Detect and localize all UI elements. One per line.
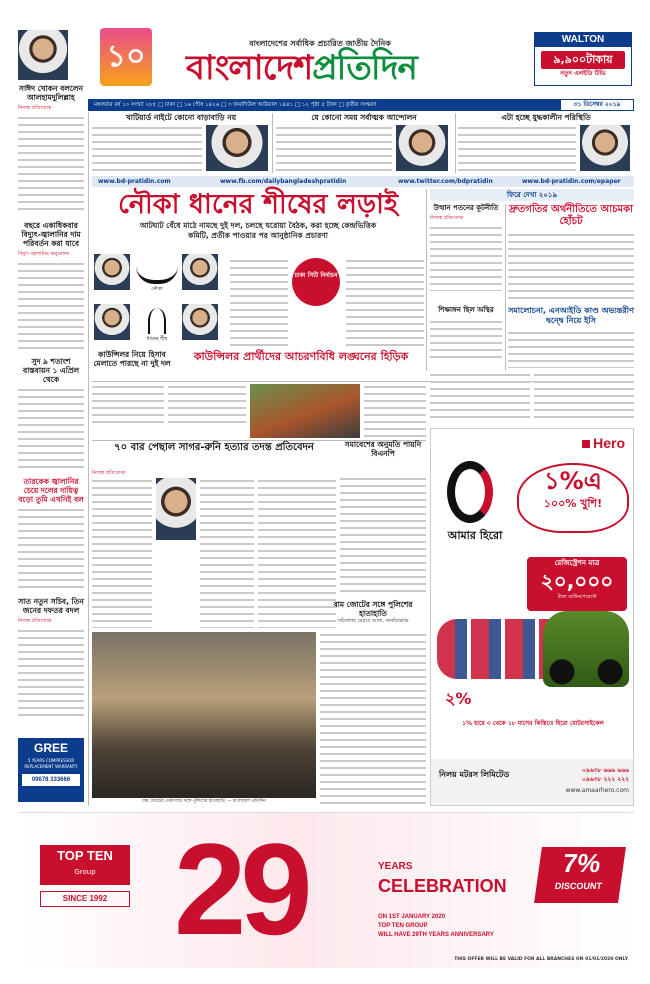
- left-story3-title[interactable]: সুদ ৯ শতাংশ বাস্তবায়ন ১ এপ্রিল থেকে: [22, 357, 80, 384]
- mid-story-3[interactable]: ৭০ বার পেছাল সাগর-রুনি হত্যার তদন্ত প্রতিবেদন: [114, 442, 314, 453]
- mid-story-3-body-2: [200, 478, 254, 628]
- gree-ad[interactable]: [18, 738, 84, 802]
- hero-pct: ২%: [445, 689, 472, 708]
- election-badge: ঢাকা সিটি নির্বাচন: [292, 258, 344, 312]
- top-story-3[interactable]: এটা হচ্ছে যুদ্ধকালীন পরিস্থিতি: [458, 113, 634, 175]
- lead-subtitle-1: আটঘাট বেঁধে মাঠে নামছে দুই দল, চলছে ঘরোয়া বৈঠক, করা হচ্ছে কেন্দ্রভিত্তিক: [139, 221, 377, 230]
- hero-reg-box: রেজিস্ট্রেশন মাত্র ২০,০০০ টাকা ডাউনপেমেন্টে: [527, 557, 627, 611]
- hero-brand: Hero: [582, 435, 625, 451]
- top-story-1[interactable]: খাটিয়ার্ড নাইটে কোনো বাড়াবাড়ি নয়: [92, 113, 270, 175]
- candidate-photo-1: [94, 254, 130, 290]
- lead-body-1: [230, 258, 288, 348]
- url-facebook[interactable]: www.fb.com/dailybangladeshpratidin: [220, 178, 347, 185]
- protest-photo-caption: বাম জোটের একাংশের সঙ্গে পুলিশের হাতাহাতি — বাংলাদেশ প্রতিদিন: [142, 799, 266, 804]
- lead-story[interactable]: [92, 189, 424, 249]
- lead-subtitle-2: কমিটি, প্রতীক পাওয়ার পর আনুষ্ঠানিক প্রচারণা: [188, 231, 328, 240]
- topten-ad[interactable]: [18, 812, 634, 968]
- hero-ad[interactable]: [430, 428, 634, 806]
- url-epaper[interactable]: www.bd-pratidin.com/epaper: [522, 178, 621, 185]
- topten-since: SINCE 1992: [40, 891, 130, 907]
- topten-note3: WILL HAVE 29TH YEARS ANNIVERSARY: [378, 932, 494, 938]
- hero-headline: আমার হিরো: [447, 529, 503, 542]
- mid-story-3-byline: নিজস্ব প্রতিবেদক: [92, 470, 126, 476]
- gree-sub: 5 YEARS COMPRESSOR REPLACEMENT WARRANTY: [24, 758, 78, 769]
- topten-years: YEARS: [378, 861, 413, 872]
- columnist-photo: [18, 30, 68, 80]
- topten-note1: ON 1ST JANUARY 2020: [378, 914, 446, 920]
- mid-story-2[interactable]: কাউন্সিলর প্রার্থীদের আচরণবিধি লঙ্ঘনের হিড়িক: [193, 350, 409, 363]
- mid-story-2-body: [168, 384, 246, 424]
- left-divider: [88, 112, 89, 806]
- mid-story-4[interactable]: সমাবেশের অনুমতি পায়নি বিএনপি: [344, 440, 422, 458]
- left-story1-byline: নিজস্ব প্রতিবেদক: [18, 105, 52, 111]
- topten-logo: TOP TEN Group: [40, 845, 130, 885]
- mid-story-5-body: [320, 632, 426, 806]
- special-story-4[interactable]: সমালোচনা, এনআইডি কাণ্ড অভ্যন্তরীণ দ্বন্দ্বে নিয়ে ইসি: [508, 306, 634, 370]
- masthead: [0, 0, 650, 100]
- topten-note2: TOP TEN GROUP: [378, 923, 428, 929]
- walton-price: ৯,৯০০টাকায়: [541, 51, 625, 69]
- hero-footer-note: ১% হারে ৩ থেকে ১৮ মাসের কিস্তিতে হিরো মোটরসাইকেল: [462, 720, 604, 727]
- tagline: বাংলাদেশের সর্বাধিক প্রচারিত জাতীয় দৈনিক: [249, 39, 391, 48]
- sagar-photo: [156, 478, 196, 540]
- mid-story-5[interactable]: বাম জোটের সঙ্গে পুলিশের হাতাহাতি সচিবালয় ঘেরাও আজ, জনবিক্ষোভ: [333, 600, 413, 624]
- left-story1-body: [18, 115, 84, 215]
- right-mid-block: [430, 372, 634, 422]
- hero-footer: নিলয় মটরস লিমিটেড ০৯৬৩৮ ৬৬৬ ৬৬৬ ০৯৬৩৮ ২২২ ২২২ www.amaarhero.com: [431, 759, 634, 806]
- hero-offer: ১%এ ১০০% খুশি!: [517, 463, 629, 533]
- mid-story-2-body-2: [364, 384, 426, 438]
- paddy-symbol: [148, 308, 166, 334]
- left-story4-title[interactable]: তারকেক জ্বালানির চেয়ে দলের দায়িত্ব বড়ো তুমি এখনিই বল: [18, 477, 84, 504]
- date-strip: মঙ্গলবার বর্ষ ১০ সংখ্যা ২৮৫ □ ঢাকা □ ১৬ পৌষ ১৪২৬ □ ৩ জমাদিউল আউয়াল ১৪৪১ □ ১২ পৃষ্ঠা ৫ টাকা □ তৃতীয় সংস্করণ: [88, 99, 634, 111]
- topten-discount: 7% DISCOUNT: [534, 847, 626, 903]
- topten-29: 29: [174, 816, 307, 962]
- special-story-2[interactable]: শিক্ষাঙ্গন ছিল অস্থির: [430, 306, 502, 370]
- top-story-3-photo: [580, 125, 630, 171]
- topten-celebration: CELEBRATION: [378, 876, 507, 896]
- left-story4-body: [18, 507, 84, 591]
- left-story2-body: [18, 261, 84, 351]
- walton-sub: নতুন এলইডি টিভি: [560, 70, 606, 77]
- topten-fineprint: THIS OFFER WILL BE VALID FOR ALL BRANCHES ON 01/01/2020 ONLY: [454, 957, 628, 962]
- top-story-2-photo: [396, 125, 448, 171]
- gree-phone: 09678 333666: [22, 774, 80, 786]
- url-website[interactable]: www.bd-pratidin.com: [98, 178, 171, 185]
- newspaper-title[interactable]: বাংলাদেশপ্রতিদিন: [186, 48, 417, 88]
- left-story2-sub: বিদ্যুৎ-জ্বালানির অনুমোদন: [18, 251, 70, 257]
- top-story-1-photo: [206, 125, 268, 171]
- lead-title: নৌকা ধানের শীষের লড়াই: [117, 189, 399, 220]
- gree-brand: GREE: [33, 741, 68, 755]
- mid-story-4-body: [340, 476, 426, 594]
- left-column: [18, 84, 84, 804]
- hero-logo-icon: [582, 440, 590, 448]
- left-story1-title[interactable]: সাঈদ খোকন বললেন আলহামদুলিল্লাহ: [19, 84, 83, 102]
- left-story5-body: [18, 628, 84, 720]
- boat-symbol: [136, 266, 178, 284]
- anniversary-badge: ১০: [100, 28, 152, 86]
- special-story-3[interactable]: দ্রুতগতির অর্থনীতিতে আচমকা হোঁচট: [508, 204, 634, 304]
- mid-story-2-photo: [250, 384, 360, 438]
- candidate-photo-3: [94, 304, 130, 340]
- walton-brand: WALTON: [535, 33, 631, 47]
- lead-body-2: [346, 258, 424, 348]
- walton-ad[interactable]: [534, 32, 632, 86]
- boat-label: নৌকা: [151, 286, 163, 292]
- url-bar: [92, 176, 634, 187]
- url-twitter[interactable]: www.twitter.com/bdpratidin: [398, 178, 493, 185]
- special-strip[interactable]: ফিরে দেখা ২০১৯: [430, 189, 634, 201]
- paddy-label: ধানের শীষ: [146, 336, 168, 342]
- special-story-1[interactable]: উত্থান পতনের কূটনীতি নিজস্ব প্রতিবেদক: [430, 204, 502, 304]
- left-story5-byline: নিজস্ব প্রতিবেদক: [18, 618, 52, 624]
- hero-bike-main: [543, 611, 629, 687]
- lead-second-candidates: [180, 252, 224, 348]
- mid-story-1-body: [92, 384, 164, 424]
- left-story3-body: [18, 387, 84, 471]
- left-story2-title[interactable]: বছরে একাধিকবার বিদ্যুৎ-জ্বালানির দাম পরিবর্তন করা যাবে: [21, 221, 81, 248]
- mid-story-1[interactable]: কাউন্সিলর নিয়ে হিসাব মেলাতে পারছে না দুই দল: [93, 350, 171, 368]
- protest-photo: [92, 632, 316, 798]
- top-story-2[interactable]: যে কোনো সময় সর্বাত্মক আন্দোলন: [276, 113, 452, 175]
- left-story5-title[interactable]: সাত নতুন সচিব, তিন জনের দফতর বদল: [18, 597, 84, 615]
- mid-story-3-body: [92, 478, 152, 628]
- hero-o-ring: [447, 461, 493, 523]
- date-right: ৩১ ডিসেম্বর ২০১৯: [560, 99, 634, 111]
